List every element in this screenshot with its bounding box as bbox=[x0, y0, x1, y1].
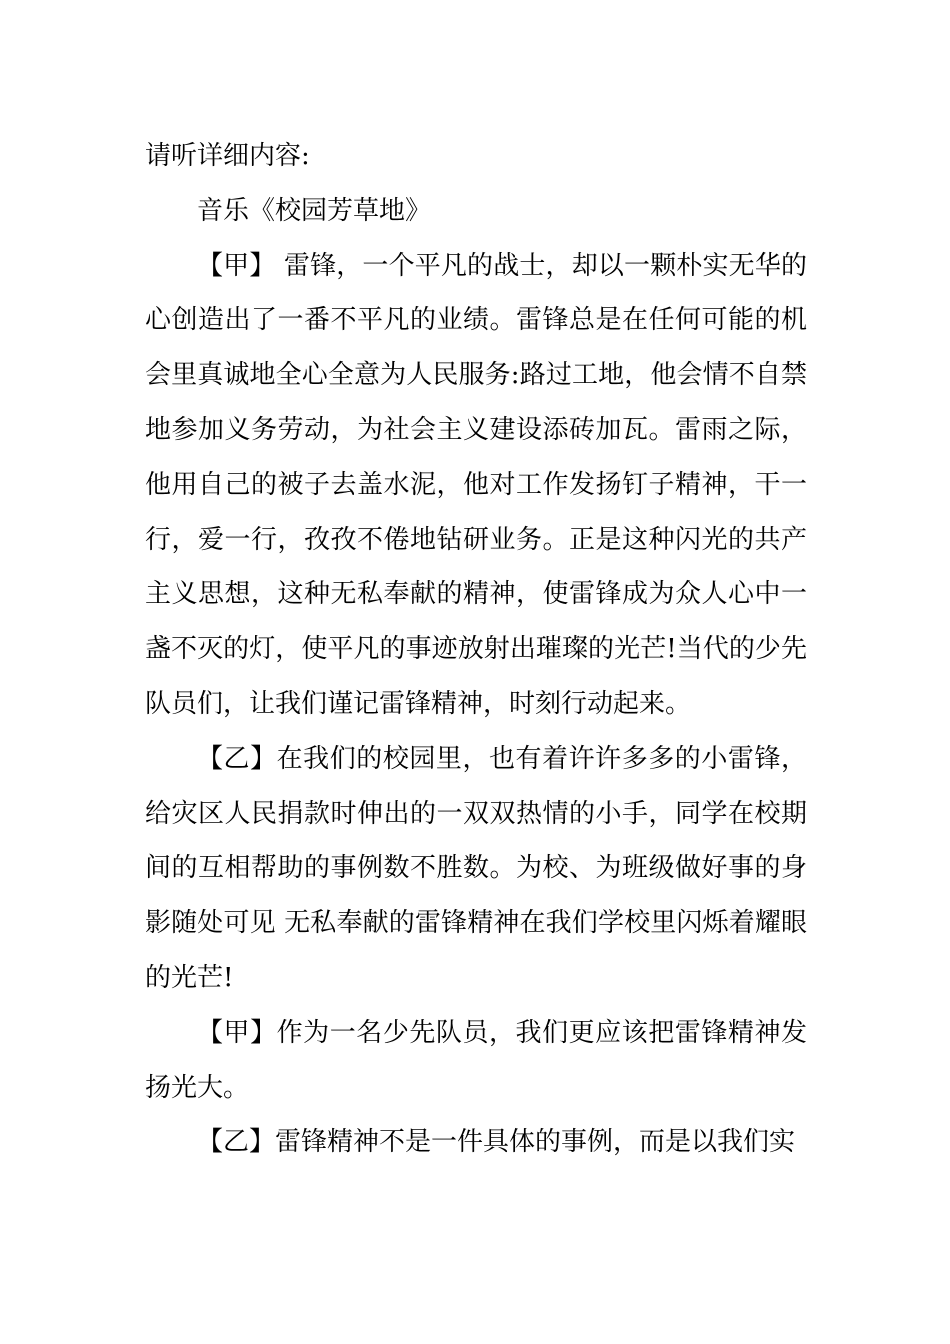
paragraph-jia-2: 【甲】作为一名少先队员，我们更应该把雷锋精神发扬光大。 bbox=[145, 1017, 807, 1103]
document-body bbox=[145, 129, 807, 1170]
paragraph-yi-2: 【乙】雷锋精神不是一件具体的事例，而是以我们实 bbox=[197, 1127, 796, 1158]
intro-line: 请听详细内容: bbox=[145, 141, 310, 171]
paragraph-yi-1: 【乙】在我们的校园里，也有着许许多多的小雷锋，给灾区人民捐款时伸出的一双双热情的小手，同学在校期间的互相帮助的事例数不胜数。为校、为班级做好事的身影随处可见 无私奉献的雷锋精神在我们学校里闪烁着耀眼的光芒! bbox=[145, 743, 807, 993]
music-title: 音乐《校园芳草地》 bbox=[197, 195, 432, 226]
paragraph-jia-1: 【甲】 雷锋，一个平凡的战士，却以一颗朴实无华的心创造出了一番不平凡的业绩。雷锋总是在任何可能的机会里真诚地全心全意为人民服务:路过工地，他会情不自禁地参加义务劳动，为社会主义建设添砖加瓦。雷雨之际，他用自己的被子去盖水泥，他对工作发扬钉子精神，干一行，爱一行，孜孜不倦地钻研业务。正是这种闪光的共产主义思想，这种无私奉献的精神，使雷锋成为众人心中一盏不灭的灯，使平凡的事迹放射出璀璨的光芒!当代的少先队员们，让我们谨记雷锋精神，时刻行动起来。 bbox=[145, 250, 807, 719]
